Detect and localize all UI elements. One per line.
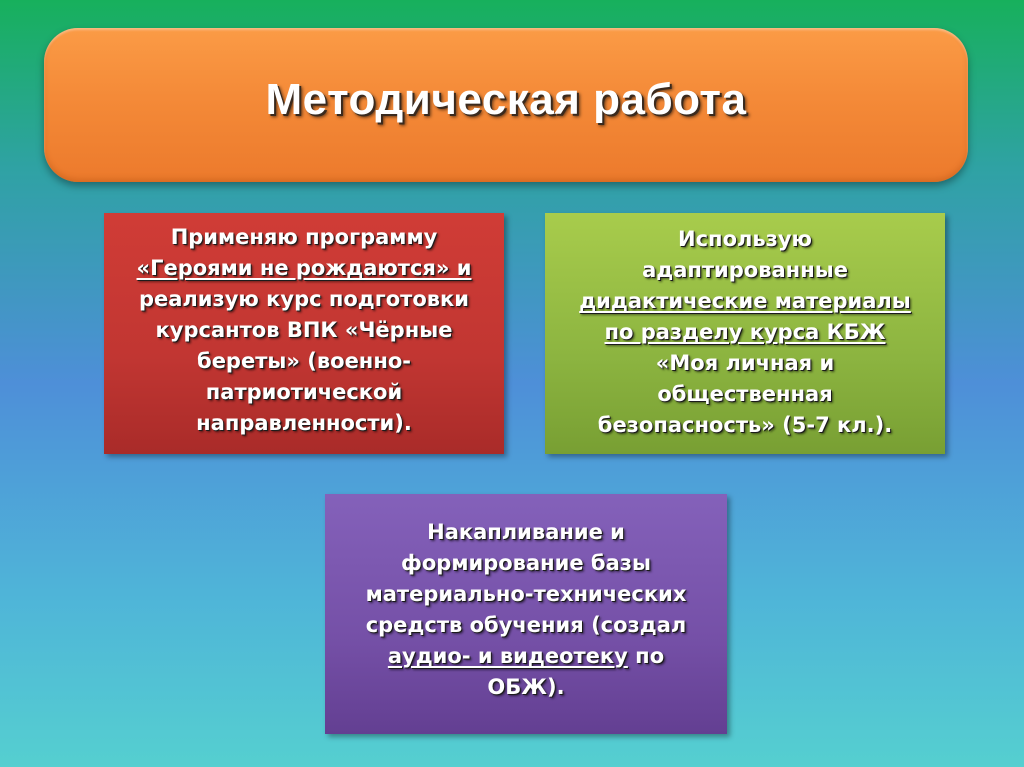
program-card-text: [137, 222, 472, 439]
program-line-3: реализую курс подготовки: [138, 287, 470, 311]
materials-line-5: «Моя личная и: [655, 351, 835, 375]
materials-card: [545, 213, 945, 454]
program-line-6: патриотической: [205, 380, 403, 404]
title-banner: [44, 28, 968, 182]
equipment-line-5-underlined: аудио- и видеотеку: [387, 644, 628, 668]
program-line-5: береты» (военно-: [197, 349, 411, 373]
materials-line-6: общественная: [657, 382, 833, 406]
equipment-line-5-tail: по: [627, 644, 665, 668]
equipment-line-3: материально-технических: [365, 582, 687, 606]
materials-line-2: адаптированные: [642, 258, 848, 282]
equipment-line-2: формирование базы: [401, 551, 651, 575]
program-line-4: курсантов ВПК «Чёрные: [155, 318, 453, 342]
equipment-card-text: [366, 517, 687, 703]
program-card: [104, 213, 504, 454]
materials-line-7: безопасность» (5-7 кл.).: [597, 413, 893, 437]
materials-line-1: Использую: [678, 227, 812, 251]
program-line-1: Применяю программу: [170, 225, 438, 249]
equipment-line-1: Накапливание и: [427, 520, 625, 544]
equipment-line-6: ОБЖ).: [487, 675, 565, 699]
materials-line-4: по разделу курса КБЖ: [604, 320, 886, 344]
slide-title: Методическая работа: [265, 75, 747, 124]
equipment-card: [325, 494, 727, 734]
materials-card-text: [579, 224, 911, 441]
materials-line-3: дидактические материалы: [579, 289, 911, 313]
equipment-line-5: [366, 641, 687, 672]
program-line-7: направленности).: [196, 411, 412, 435]
program-line-2: «Героями не рождаются» и: [136, 256, 472, 280]
equipment-line-4: средств обучения (создал: [365, 613, 687, 637]
